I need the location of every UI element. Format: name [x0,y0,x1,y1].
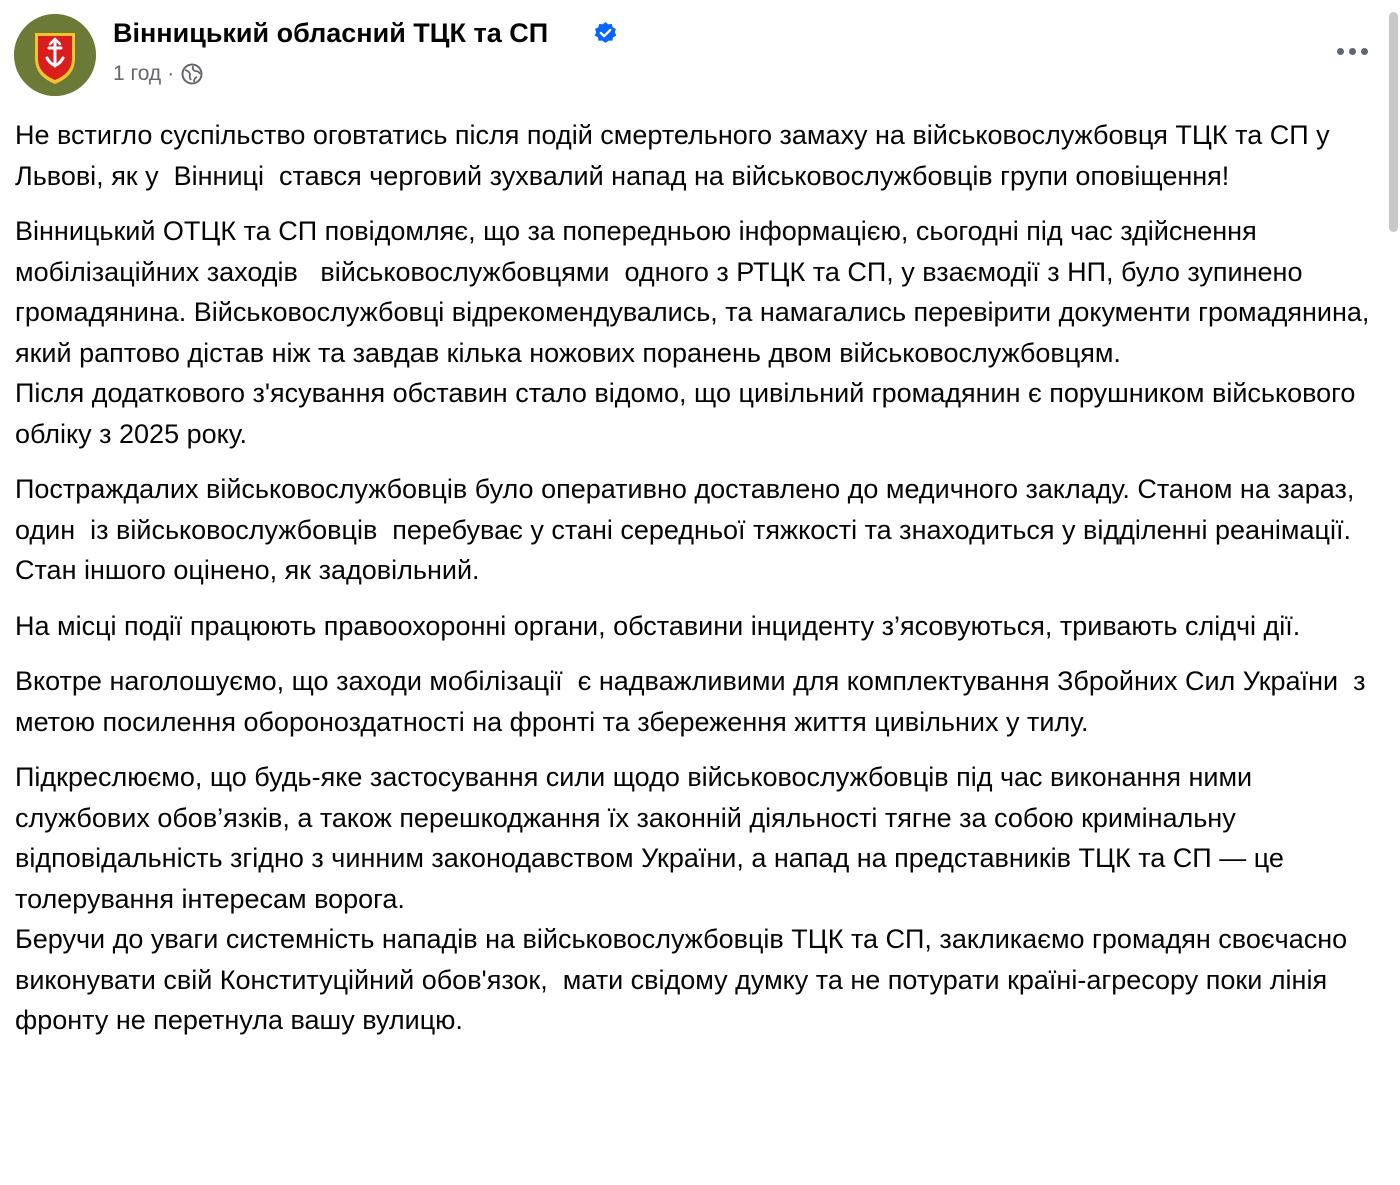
more-dot-icon [1349,48,1356,55]
post-timestamp[interactable]: 1 год [113,62,162,85]
page-scrollbar[interactable] [1386,0,1400,1185]
verified-badge-icon [593,21,618,46]
post-body [15,115,1387,1056]
more-options-button[interactable] [1330,36,1374,66]
more-dot-icon [1337,48,1344,55]
post-paragraph: Вкотре наголошуємо, що заходи мобілізації є надважливими для комплектування Збройних Сил України з метою посилення обороноздатності на фронті та збереження життя цивільних у тилу. [15,666,1373,737]
post-paragraph: На місці події працюють правоохоронні органи, обставини інциденту з’ясовуються, тривають слідчі дії. [15,610,1301,641]
page-avatar[interactable] [14,14,96,96]
shield-emblem-icon [14,14,96,96]
scrollbar-thumb[interactable] [1389,12,1398,232]
meta-separator: · [167,62,175,85]
post-paragraph: Не встигло суспільство оговтатись після подій смертельного замаху на військовослужбовця ТЦК та СП у Львові, як у Вінниці стався черговий зухвалий напад на військовослужбовців групи оповіщення! [15,120,1338,191]
post-paragraph: Постраждалих військовослужбовців було оперативно доставлено до медичного закладу. Станом на зараз, один із військовослужбовців перебуває у стані середньої тяжкості та знаходиться у відділенні реанімації. Стан іншого оцінено, як задовільний. [15,474,1366,585]
more-dot-icon [1361,48,1368,55]
post-paragraph: Підкреслюємо, що будь-яке застосування сили щодо військовослужбовців під час виконання ними службових обов’язків, а також перешкоджання їх законній діяльності тягне за собою кримінальну відповідальність згідно з чинним законодавством України, а напад на представників ТЦК та СП — це толерування інтересам ворога. Беручи до уваги системність нападів на військовослужбовців ТЦК та СП, закликаємо громадян своєчасно виконувати свій Конституційний обов'язок, мати свідому думку та не потурати країні-агресору поки лінія фронту не перетнула вашу вулицю. [15,762,1348,1035]
page-name-link[interactable]: Вінницький обласний ТЦК та СП [113,18,549,48]
post-paragraph: Вінницький ОТЦК та СП повідомляє, що за попередньою інформацією, сьогодні під час здійснення мобілізаційних заходів військовослужбовцями одного з РТЦК та СП, у взаємодії з НП, було зупинено громадянина. Військовослужбовці відрекомендувались, та намагались перевірити документи громадянина, який раптово дістав ніж та завдав кілька ножових поранень двом військовослужбовцям. Після додаткового з'ясування обставин стало відомо, що цивільний громадянин є порушником військового обліку з 2025 року. [15,216,1370,449]
post-meta [113,62,204,86]
globe-icon[interactable] [180,62,204,86]
